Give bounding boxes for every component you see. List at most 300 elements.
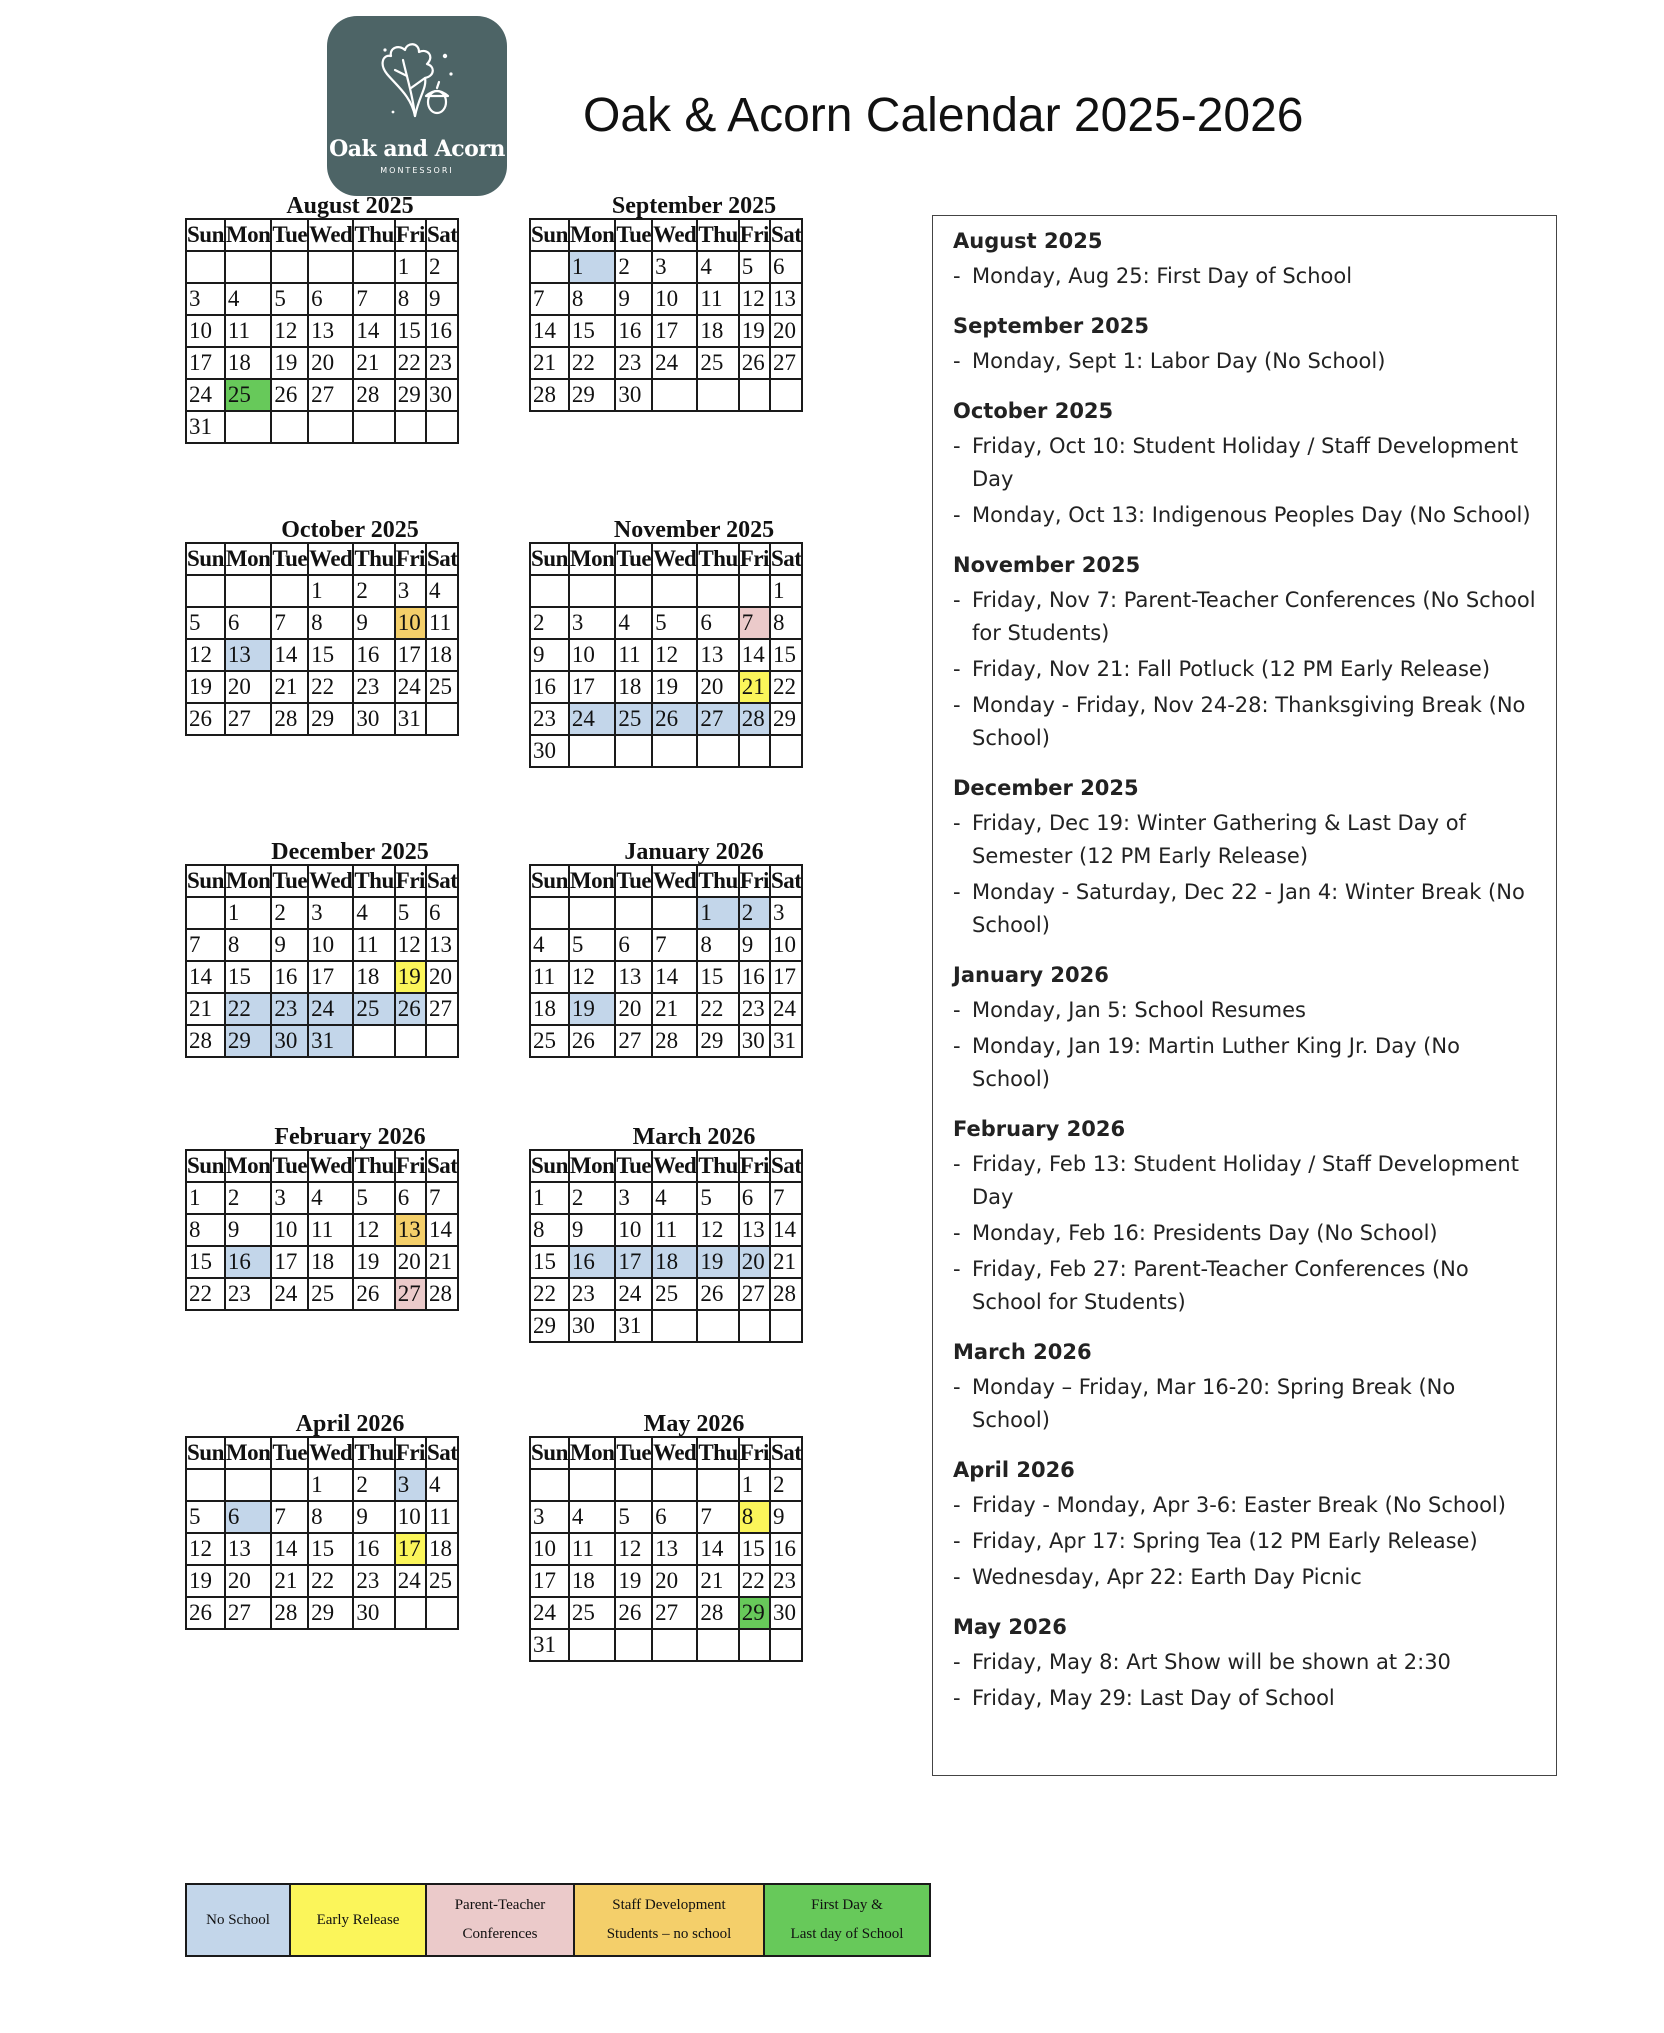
empty-cell	[426, 1597, 458, 1629]
day-cell: 13	[615, 961, 652, 993]
day-cell: 2	[530, 607, 569, 639]
day-cell: 10	[186, 315, 225, 347]
day-cell: 18	[426, 639, 458, 671]
day-cell: 17	[770, 961, 802, 993]
day-cell: 9	[530, 639, 569, 671]
week-row	[530, 1246, 802, 1278]
day-cell: 25	[615, 703, 652, 735]
logo-subtitle: MONTESSORI	[380, 166, 454, 175]
legend-parent-teacher	[426, 1884, 574, 1956]
weekday-header: Fri	[739, 219, 770, 251]
page-title: Oak & Acorn Calendar 2025-2026	[583, 89, 1304, 142]
bullet-dash: -	[953, 1493, 961, 1517]
day-cell: 13	[652, 1533, 697, 1565]
week-row	[186, 379, 458, 411]
event-text: Monday, Aug 25: First Day of School	[972, 264, 1353, 288]
empty-cell	[271, 1469, 308, 1501]
day-cell: 20	[652, 1565, 697, 1597]
day-cell: 17	[186, 347, 225, 379]
week-row	[530, 607, 802, 639]
month-title: November 2025	[613, 517, 775, 543]
day-cell: 8	[569, 283, 616, 315]
day-cell: 7	[186, 929, 225, 961]
month-grid	[529, 542, 803, 768]
event-month-heading: April 2026	[953, 1458, 1075, 1482]
weekday-header: Wed	[652, 865, 697, 897]
day-cell: 15	[225, 961, 272, 993]
day-cell: 2	[225, 1182, 272, 1214]
day-cell: 10	[308, 929, 353, 961]
empty-cell	[697, 575, 738, 607]
day-cell: 17	[652, 315, 697, 347]
day-cell: 29	[225, 1025, 272, 1057]
day-cell: 17	[271, 1246, 308, 1278]
day-cell: 28	[271, 703, 308, 735]
month-grid	[185, 1149, 459, 1311]
day-cell: 11	[615, 639, 652, 671]
day-cell: 23	[353, 1565, 394, 1597]
day-cell: 24	[271, 1278, 308, 1310]
empty-cell	[739, 1310, 770, 1342]
day-cell: 21	[770, 1246, 802, 1278]
month-grid	[529, 864, 803, 1058]
week-row	[530, 1533, 802, 1565]
day-cell: 7	[697, 1501, 738, 1533]
event-item	[953, 499, 1556, 532]
week-row	[186, 1182, 458, 1214]
week-row	[530, 639, 802, 671]
month-title: April 2026	[295, 1411, 405, 1437]
day-cell: 1	[186, 1182, 225, 1214]
day-cell: 29	[569, 379, 616, 411]
day-cell: 28	[739, 703, 770, 735]
day-cell: 30	[271, 1025, 308, 1057]
day-cell: 26	[569, 1025, 616, 1057]
event-text: Friday, Apr 17: Spring Tea (12 PM Early Release)	[972, 1529, 1478, 1553]
day-cell: 19	[652, 671, 697, 703]
event-text: Wednesday, Apr 22: Earth Day Picnic	[972, 1565, 1362, 1589]
day-cell: 6	[395, 1182, 426, 1214]
day-cell: 19	[615, 1565, 652, 1597]
day-cell: 29	[697, 1025, 738, 1057]
day-cell: 1	[569, 251, 616, 283]
weekday-header: Fri	[395, 865, 426, 897]
events-panel	[932, 215, 1557, 1776]
empty-cell	[395, 1597, 426, 1629]
week-row	[530, 347, 802, 379]
day-cell: 18	[652, 1246, 697, 1278]
bullet-dash: -	[953, 1257, 961, 1281]
bullet-dash: -	[953, 264, 961, 288]
day-cell: 20	[615, 993, 652, 1025]
day-cell: 31	[770, 1025, 802, 1057]
day-cell: 8	[530, 1214, 569, 1246]
day-cell: 10	[770, 929, 802, 961]
day-cell: 27	[225, 703, 272, 735]
empty-cell	[652, 575, 697, 607]
empty-cell	[225, 251, 272, 283]
day-cell: 9	[426, 283, 458, 315]
day-cell: 18	[225, 347, 272, 379]
day-cell: 3	[530, 1501, 569, 1533]
day-cell: 17	[308, 961, 353, 993]
empty-cell	[426, 411, 458, 443]
bullet-dash: -	[953, 657, 961, 681]
day-cell: 18	[697, 315, 738, 347]
day-cell: 11	[353, 929, 394, 961]
day-cell: 11	[308, 1214, 353, 1246]
day-cell: 3	[652, 251, 697, 283]
day-cell: 4	[225, 283, 272, 315]
day-cell: 8	[395, 283, 426, 315]
weekday-header: Thu	[697, 1437, 738, 1469]
empty-cell	[186, 1469, 225, 1501]
day-cell: 19	[271, 347, 308, 379]
day-cell: 26	[271, 379, 308, 411]
school-logo	[327, 16, 507, 196]
day-cell: 28	[271, 1597, 308, 1629]
day-cell: 31	[530, 1629, 569, 1661]
weekday-header: Sat	[426, 1150, 458, 1182]
bullet-dash: -	[953, 1152, 961, 1176]
week-row	[530, 961, 802, 993]
day-cell: 22	[395, 347, 426, 379]
day-cell: 19	[569, 993, 616, 1025]
weekday-header: Thu	[353, 543, 394, 575]
day-cell: 29	[770, 703, 802, 735]
empty-cell	[271, 251, 308, 283]
empty-cell	[615, 1629, 652, 1661]
empty-cell	[530, 251, 569, 283]
day-cell: 4	[426, 1469, 458, 1501]
weekday-header: Mon	[569, 865, 616, 897]
event-list	[953, 430, 1556, 532]
weekday-header: Fri	[395, 1150, 426, 1182]
day-cell: 13	[225, 1533, 272, 1565]
day-cell: 22	[530, 1278, 569, 1310]
day-cell: 19	[186, 671, 225, 703]
day-cell: 23	[426, 347, 458, 379]
event-item	[953, 1525, 1556, 1558]
empty-cell	[739, 379, 770, 411]
day-cell: 29	[308, 703, 353, 735]
weekday-header: Mon	[225, 1437, 272, 1469]
day-cell: 24	[395, 671, 426, 703]
week-row	[530, 315, 802, 347]
empty-cell	[569, 1469, 616, 1501]
weekday-header: Sat	[426, 543, 458, 575]
weekday-header: Wed	[308, 543, 353, 575]
day-cell: 21	[697, 1565, 738, 1597]
weekday-header: Sun	[530, 865, 569, 897]
day-cell: 3	[395, 1469, 426, 1501]
empty-cell	[186, 897, 225, 929]
weekday-header: Fri	[739, 865, 770, 897]
day-cell: 16	[225, 1246, 272, 1278]
day-cell: 30	[569, 1310, 616, 1342]
event-text: Friday, Nov 7: Parent-Teacher Conferences (No School for Students)	[972, 588, 1536, 645]
day-cell: 6	[652, 1501, 697, 1533]
day-cell: 1	[308, 575, 353, 607]
day-cell: 18	[530, 993, 569, 1025]
day-cell: 8	[186, 1214, 225, 1246]
day-cell: 2	[426, 251, 458, 283]
day-cell: 1	[395, 251, 426, 283]
day-cell: 29	[530, 1310, 569, 1342]
day-cell: 9	[569, 1214, 616, 1246]
empty-cell	[186, 251, 225, 283]
day-cell: 18	[426, 1533, 458, 1565]
day-cell: 17	[530, 1565, 569, 1597]
event-month-heading: January 2026	[953, 963, 1109, 987]
day-cell: 2	[353, 575, 394, 607]
event-item	[953, 876, 1556, 942]
weekday-header: Fri	[739, 543, 770, 575]
day-cell: 9	[353, 1501, 394, 1533]
day-cell: 14	[186, 961, 225, 993]
empty-cell	[652, 735, 697, 767]
week-row	[530, 1565, 802, 1597]
day-cell: 6	[739, 1182, 770, 1214]
empty-cell	[615, 575, 652, 607]
event-list	[953, 807, 1556, 942]
day-cell: 13	[308, 315, 353, 347]
day-cell: 24	[308, 993, 353, 1025]
month-grid	[185, 542, 459, 736]
weekday-header: Sat	[426, 1437, 458, 1469]
day-cell: 3	[271, 1182, 308, 1214]
day-cell: 16	[770, 1533, 802, 1565]
day-cell: 5	[353, 1182, 394, 1214]
empty-cell	[697, 1469, 738, 1501]
day-cell: 19	[186, 1565, 225, 1597]
day-cell: 13	[395, 1214, 426, 1246]
day-cell: 11	[652, 1214, 697, 1246]
day-cell: 1	[739, 1469, 770, 1501]
day-cell: 3	[770, 897, 802, 929]
month-title: December 2025	[271, 839, 429, 865]
day-cell: 6	[615, 929, 652, 961]
day-cell: 15	[569, 315, 616, 347]
bullet-dash: -	[953, 1375, 961, 1399]
day-cell: 13	[426, 929, 458, 961]
weekday-header: Fri	[395, 543, 426, 575]
empty-cell	[569, 1629, 616, 1661]
weekday-header: Thu	[353, 1150, 394, 1182]
event-list	[953, 1148, 1556, 1319]
day-cell: 4	[530, 929, 569, 961]
empty-cell	[395, 1025, 426, 1057]
day-cell: 19	[697, 1246, 738, 1278]
empty-cell	[308, 251, 353, 283]
weekday-header: Thu	[353, 219, 394, 251]
weekday-header: Mon	[569, 219, 616, 251]
day-cell: 7	[530, 283, 569, 315]
week-row	[186, 897, 458, 929]
week-row	[186, 575, 458, 607]
bullet-dash: -	[953, 998, 961, 1022]
day-cell: 23	[271, 993, 308, 1025]
weekday-header: Wed	[308, 219, 353, 251]
day-cell: 12	[395, 929, 426, 961]
legend-first-last-day	[764, 1884, 930, 1956]
day-cell: 15	[770, 639, 802, 671]
event-item	[953, 345, 1556, 378]
day-cell: 12	[569, 961, 616, 993]
day-cell: 4	[652, 1182, 697, 1214]
weekday-header: Wed	[652, 1150, 697, 1182]
day-cell: 12	[615, 1533, 652, 1565]
week-row	[530, 1182, 802, 1214]
day-cell: 10	[271, 1214, 308, 1246]
day-cell: 13	[739, 1214, 770, 1246]
weekday-header: Tue	[271, 219, 308, 251]
empty-cell	[770, 1629, 802, 1661]
week-row	[530, 575, 802, 607]
day-cell: 21	[353, 347, 394, 379]
weekday-header: Mon	[569, 1437, 616, 1469]
day-cell: 20	[770, 315, 802, 347]
legend-label: Students – no school	[606, 1926, 732, 1942]
empty-cell	[426, 703, 458, 735]
event-text: Friday, May 8: Art Show will be shown at 2:30	[972, 1650, 1451, 1674]
bullet-dash: -	[953, 588, 961, 612]
weekday-header: Fri	[739, 1437, 770, 1469]
day-cell: 22	[569, 347, 616, 379]
oak-leaf-acorn-icon	[327, 16, 507, 141]
weekday-header: Tue	[615, 543, 652, 575]
legend-staff-development	[574, 1884, 764, 1956]
event-month-heading: May 2026	[953, 1615, 1067, 1639]
day-cell: 25	[225, 379, 272, 411]
month-grid	[185, 218, 459, 444]
event-text: Monday, Sept 1: Labor Day (No School)	[972, 349, 1386, 373]
day-cell: 12	[186, 1533, 225, 1565]
day-cell: 31	[395, 703, 426, 735]
day-cell: 21	[739, 671, 770, 703]
day-cell: 30	[426, 379, 458, 411]
bullet-dash: -	[953, 880, 961, 904]
day-cell: 21	[271, 671, 308, 703]
empty-cell	[569, 897, 616, 929]
event-item	[953, 1646, 1556, 1679]
week-row	[186, 993, 458, 1025]
empty-cell	[652, 379, 697, 411]
day-cell: 5	[186, 607, 225, 639]
day-cell: 5	[739, 251, 770, 283]
day-cell: 28	[426, 1278, 458, 1310]
day-cell: 12	[652, 639, 697, 671]
day-cell: 9	[739, 929, 770, 961]
day-cell: 23	[225, 1278, 272, 1310]
event-item	[953, 1371, 1556, 1437]
empty-cell	[615, 897, 652, 929]
empty-cell	[652, 1629, 697, 1661]
weekday-header: Sat	[770, 1437, 802, 1469]
event-item	[953, 689, 1556, 755]
weekday-header: Sat	[770, 219, 802, 251]
event-text: Monday, Oct 13: Indigenous Peoples Day (No School)	[972, 503, 1531, 527]
weekday-header: Sun	[186, 1437, 225, 1469]
day-cell: 1	[308, 1469, 353, 1501]
day-cell: 5	[271, 283, 308, 315]
week-row	[186, 639, 458, 671]
day-cell: 28	[530, 379, 569, 411]
week-row	[186, 1565, 458, 1597]
event-item	[953, 1253, 1556, 1319]
day-cell: 12	[353, 1214, 394, 1246]
event-item	[953, 260, 1556, 293]
event-list	[953, 1646, 1556, 1715]
day-cell: 10	[615, 1214, 652, 1246]
event-month-heading: October 2025	[953, 399, 1114, 423]
weekday-header: Thu	[353, 865, 394, 897]
weekday-header: Thu	[697, 219, 738, 251]
empty-cell	[530, 897, 569, 929]
day-cell: 22	[186, 1278, 225, 1310]
day-cell: 20	[697, 671, 738, 703]
day-cell: 16	[615, 315, 652, 347]
day-cell: 26	[395, 993, 426, 1025]
month-grid	[529, 1149, 803, 1343]
day-cell: 10	[569, 639, 616, 671]
day-cell: 2	[271, 897, 308, 929]
bullet-dash: -	[953, 693, 961, 717]
week-row	[530, 1310, 802, 1342]
day-cell: 7	[652, 929, 697, 961]
day-cell: 9	[615, 283, 652, 315]
day-cell: 23	[530, 703, 569, 735]
day-cell: 11	[426, 607, 458, 639]
weekday-header: Tue	[271, 543, 308, 575]
empty-cell	[770, 379, 802, 411]
event-text: Monday, Jan 5: School Resumes	[972, 998, 1306, 1022]
event-list	[953, 345, 1556, 378]
day-cell: 18	[308, 1246, 353, 1278]
day-cell: 25	[353, 993, 394, 1025]
event-list	[953, 994, 1556, 1096]
weekday-header: Wed	[652, 543, 697, 575]
event-text: Friday, Dec 19: Winter Gathering & Last Day of Semester (12 PM Early Release)	[972, 811, 1466, 868]
day-cell: 14	[426, 1214, 458, 1246]
day-cell: 27	[697, 703, 738, 735]
day-cell: 14	[271, 1533, 308, 1565]
day-cell: 23	[770, 1565, 802, 1597]
event-text: Friday - Monday, Apr 3-6: Easter Break (No School)	[972, 1493, 1506, 1517]
day-cell: 30	[353, 1597, 394, 1629]
event-list	[953, 260, 1556, 293]
week-row	[186, 1501, 458, 1533]
day-cell: 12	[271, 315, 308, 347]
month-title: September 2025	[611, 193, 777, 219]
weekday-header: Wed	[308, 1150, 353, 1182]
day-cell: 7	[426, 1182, 458, 1214]
day-cell: 3	[615, 1182, 652, 1214]
day-cell: 13	[225, 639, 272, 671]
weekday-header: Sun	[530, 219, 569, 251]
day-cell: 25	[426, 1565, 458, 1597]
day-cell: 16	[530, 671, 569, 703]
event-text: Monday - Saturday, Dec 22 - Jan 4: Winter Break (No School)	[972, 880, 1525, 937]
day-cell: 6	[225, 1501, 272, 1533]
logo-name: Oak and Acorn	[329, 136, 505, 162]
day-cell: 14	[739, 639, 770, 671]
empty-cell	[426, 1025, 458, 1057]
day-cell: 31	[615, 1310, 652, 1342]
bullet-dash: -	[953, 503, 961, 527]
event-item	[953, 1561, 1556, 1594]
day-cell: 16	[271, 961, 308, 993]
